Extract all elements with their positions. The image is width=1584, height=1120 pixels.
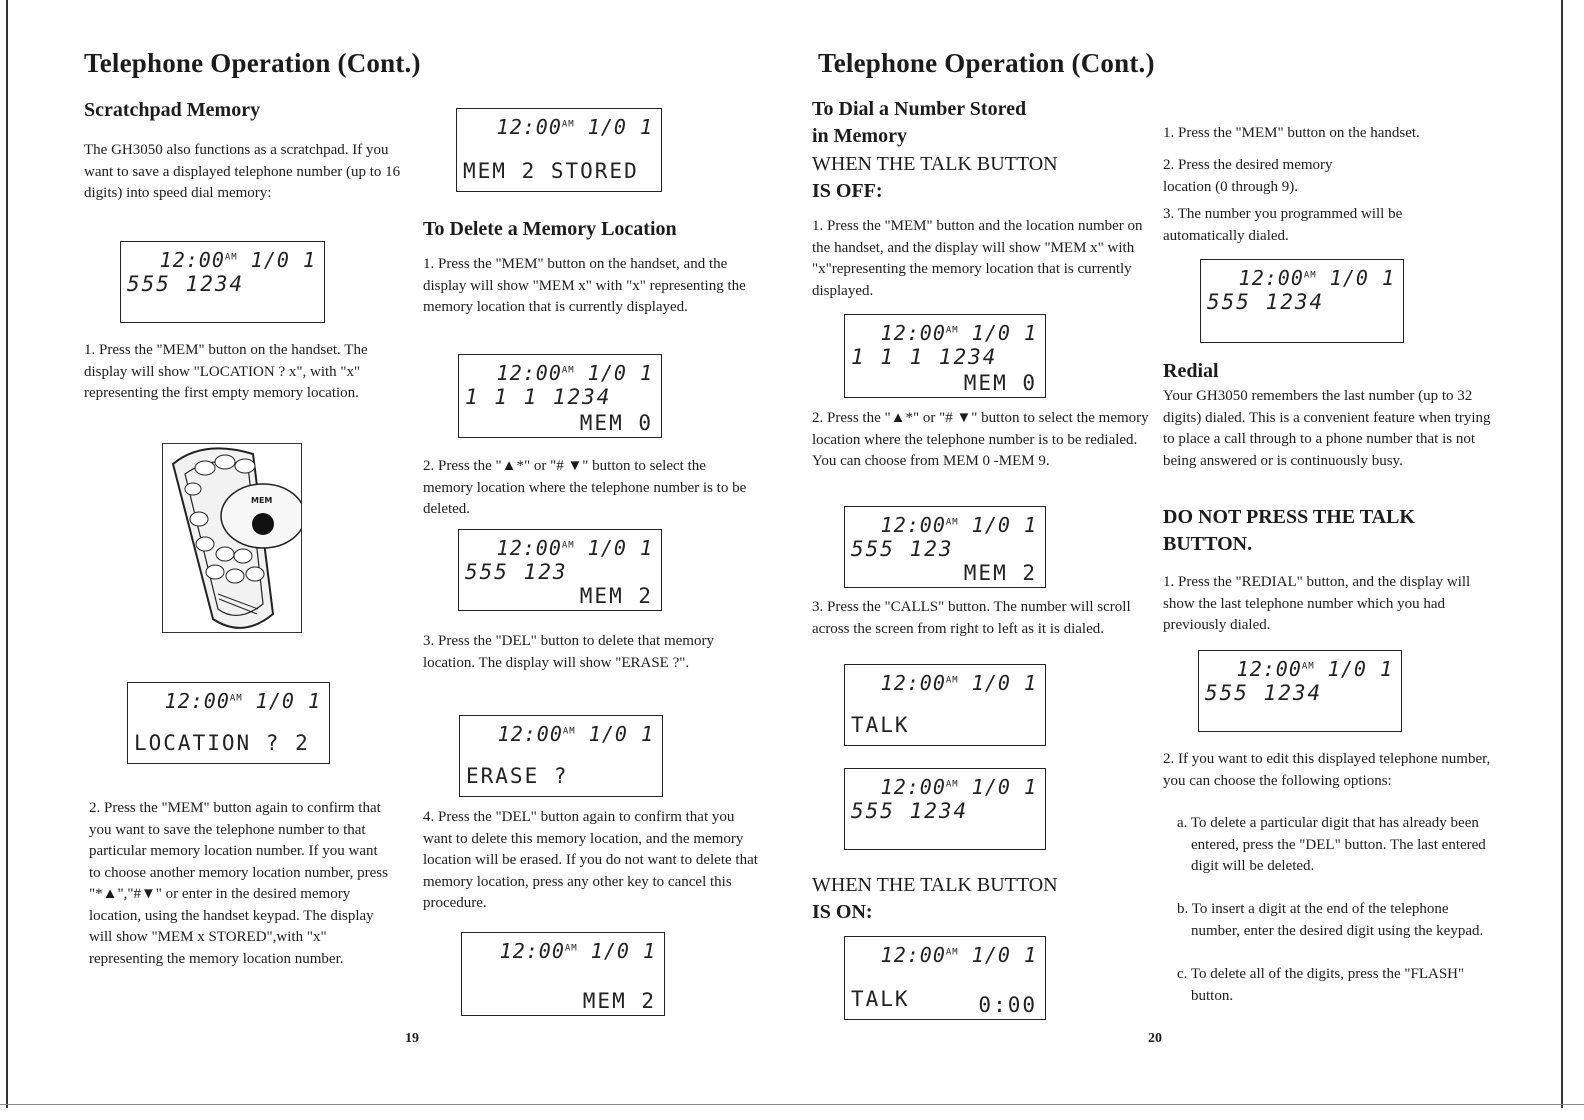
talk-off-step-1: 1. Press the "MEM" button and the location number on the handset, and the display will show "MEM x" with "x"representing the memory location that is currently displayed. <box>812 218 1143 299</box>
lcd-display <box>844 664 1046 746</box>
lcd-display <box>127 682 330 764</box>
lcd-clock: $12:00^{AM}$ 1/0 1 <box>497 722 654 746</box>
redial-intro: Your GH3050 remembers the last number (up to 32 digits) dialed. This is a convenient feature when trying to place a call through to a phone number that is not being answered or is continuously busy. <box>1163 388 1491 469</box>
lcd-display <box>120 241 325 323</box>
lcd-erase: ERASE ? <box>466 764 569 788</box>
delete-memory-heading: To Delete a Memory Location <box>423 218 677 240</box>
delete-step-1: 1. Press the "MEM" button on the handset, and the display will show "MEM x" with "x" representing the memory location that is currently displayed. <box>423 256 746 315</box>
scan-edge-right <box>1561 0 1563 1108</box>
dont-press-heading-2: BUTTON. <box>1163 533 1253 555</box>
talk-off-heading-1: WHEN THE TALK BUTTON <box>812 153 1058 175</box>
lcd-display <box>458 529 662 611</box>
talk-off-step-2: 2. Press the "▲*" or "# ▼" button to select the memory location where the telephone number is to be redialed. You can choose from MEM 0 -MEM 9. <box>812 410 1149 469</box>
talk-on-step-2: 2. Press the desired memory location (0 through 9). <box>1163 157 1333 195</box>
lcd-display <box>459 715 663 797</box>
delete-step-2: 2. Press the "▲*" or "# ▼" button to select the memory location where the telephone number is to be deleted. <box>423 458 747 517</box>
lcd-clock: $12:00^{AM}$ 1/0 1 <box>496 115 653 139</box>
lcd-number: 1 1 1 1234 <box>851 345 998 369</box>
redial-option-b: b. To insert a digit at the end of the telephone number, enter the desired digit using the keypad. <box>1177 901 1484 939</box>
right-page-title: Telephone Operation (Cont.) <box>818 48 1155 78</box>
lcd-display <box>461 932 665 1016</box>
lcd-talk: TALK <box>851 713 910 737</box>
lcd-clock: $12:00^{AM}$ 1/0 1 <box>499 939 656 963</box>
redial-step-1: 1. Press the "REDIAL" button, and the display will show the last telephone number which you had previously dialed. <box>1163 574 1471 633</box>
lcd-display <box>456 108 662 192</box>
scratchpad-step-2: 2. Press the "MEM" button again to confirm that you want to save the telephone number to that particular memory location number. If you want to choose another memory location number, press "*▲","#▼" or enter in the desired memory location, using the handset keypad. The display will show "MEM x STORED",with "x" representing the memory location number. <box>89 800 388 967</box>
lcd-number: 555 123 <box>851 537 954 561</box>
lcd-number: 555 123 <box>465 560 568 584</box>
redial-option-c: c. To delete all of the digits, press the "FLASH" button. <box>1177 966 1465 1004</box>
lcd-mem: MEM 0 <box>963 371 1037 395</box>
talk-on-step-3: 3. The number you programmed will be automatically dialed. <box>1163 206 1403 244</box>
scan-edge-bottom <box>0 1104 1584 1105</box>
lcd-mem: MEM 2 <box>963 561 1037 585</box>
lcd-clock: $12:00^{AM}$ 1/0 1 <box>880 775 1037 799</box>
handset-illustration <box>162 443 302 633</box>
lcd-display <box>844 936 1046 1020</box>
lcd-mem: MEM 2 <box>579 584 653 608</box>
lcd-display <box>458 354 662 438</box>
scan-edge-left <box>6 0 8 1108</box>
lcd-number: 555 1234 <box>1207 290 1325 314</box>
lcd-clock: $12:00^{AM}$ 1/0 1 <box>159 248 316 272</box>
lcd-mem: MEM 2 <box>582 989 656 1013</box>
lcd-stored: MEM 2 STORED <box>463 159 639 183</box>
lcd-display <box>844 506 1046 588</box>
left-page-title: Telephone Operation (Cont.) <box>84 48 421 78</box>
lcd-display <box>1200 259 1404 343</box>
lcd-clock: $12:00^{AM}$ 1/0 1 <box>1238 266 1395 290</box>
redial-option-a: a. To delete a particular digit that has already been entered, press the "DEL" button. The last entered digit will be deleted. <box>1177 815 1486 874</box>
scratchpad-step-1: 1. Press the "MEM" button on the handset. The display will show "LOCATION ? x", with "x" representing the first empty memory location. <box>84 342 368 401</box>
scratchpad-intro: The GH3050 also functions as a scratchpad. If you want to save a displayed telephone number (up to 16 digits) into speed dial memory: <box>84 142 401 201</box>
talk-on-heading-1: WHEN THE TALK BUTTON <box>812 874 1058 896</box>
lcd-number: 555 1234 <box>851 799 969 823</box>
lcd-number: 555 1234 <box>1205 681 1323 705</box>
lcd-number: 555 1234 <box>127 272 245 296</box>
lcd-clock: $12:00^{AM}$ 1/0 1 <box>496 361 653 385</box>
talk-off-heading-2: IS OFF: <box>812 180 883 202</box>
page-number-right: 20 <box>1148 1031 1162 1046</box>
lcd-clock: $12:00^{AM}$ 1/0 1 <box>164 689 321 713</box>
redial-step-2: 2. If you want to edit this displayed telephone number, you can choose the following options: <box>1163 751 1491 789</box>
handset-mem-label: MEM <box>251 496 273 505</box>
lcd-clock: $12:00^{AM}$ 1/0 1 <box>496 536 653 560</box>
lcd-number: 1 1 1 1234 <box>465 385 612 409</box>
lcd-display <box>844 314 1046 398</box>
dial-stored-heading-1: To Dial a Number Stored <box>812 98 1027 120</box>
lcd-location: LOCATION ? 2 <box>134 731 310 755</box>
lcd-clock: $12:00^{AM}$ 1/0 1 <box>880 513 1037 537</box>
lcd-display <box>1198 650 1402 732</box>
lcd-clock: $12:00^{AM}$ 1/0 1 <box>880 943 1037 967</box>
lcd-timer: 0:00 <box>978 993 1037 1017</box>
lcd-clock: $12:00^{AM}$ 1/0 1 <box>880 321 1037 345</box>
talk-off-step-3: 3. Press the "CALLS" button. The number will scroll across the screen from right to left as it is dialed. <box>812 599 1131 637</box>
redial-heading: Redial <box>1163 360 1219 382</box>
dont-press-heading-1: DO NOT PRESS THE TALK <box>1163 506 1415 528</box>
page-number-left: 19 <box>405 1031 419 1046</box>
scratchpad-heading: Scratchpad Memory <box>84 99 261 121</box>
handset-image <box>163 444 302 633</box>
delete-step-3: 3. Press the "DEL" button to delete that memory location. The display will show "ERASE ?". <box>423 633 714 671</box>
talk-on-heading-2: IS ON: <box>812 901 873 923</box>
lcd-clock: $12:00^{AM}$ 1/0 1 <box>1236 657 1393 681</box>
delete-step-4: 4. Press the "DEL" button again to confirm that you want to delete this memory location, and the memory location will be erased. If you do not want to delete that memory location, press any other key to cancel this procedure. <box>423 809 758 911</box>
talk-on-step-1: 1. Press the "MEM" button on the handset. <box>1163 125 1420 141</box>
dial-stored-heading-2: in Memory <box>812 125 907 147</box>
lcd-clock: $12:00^{AM}$ 1/0 1 <box>880 671 1037 695</box>
lcd-mem: MEM 0 <box>579 411 653 435</box>
lcd-display <box>844 768 1046 850</box>
lcd-talk: TALK <box>851 987 910 1011</box>
